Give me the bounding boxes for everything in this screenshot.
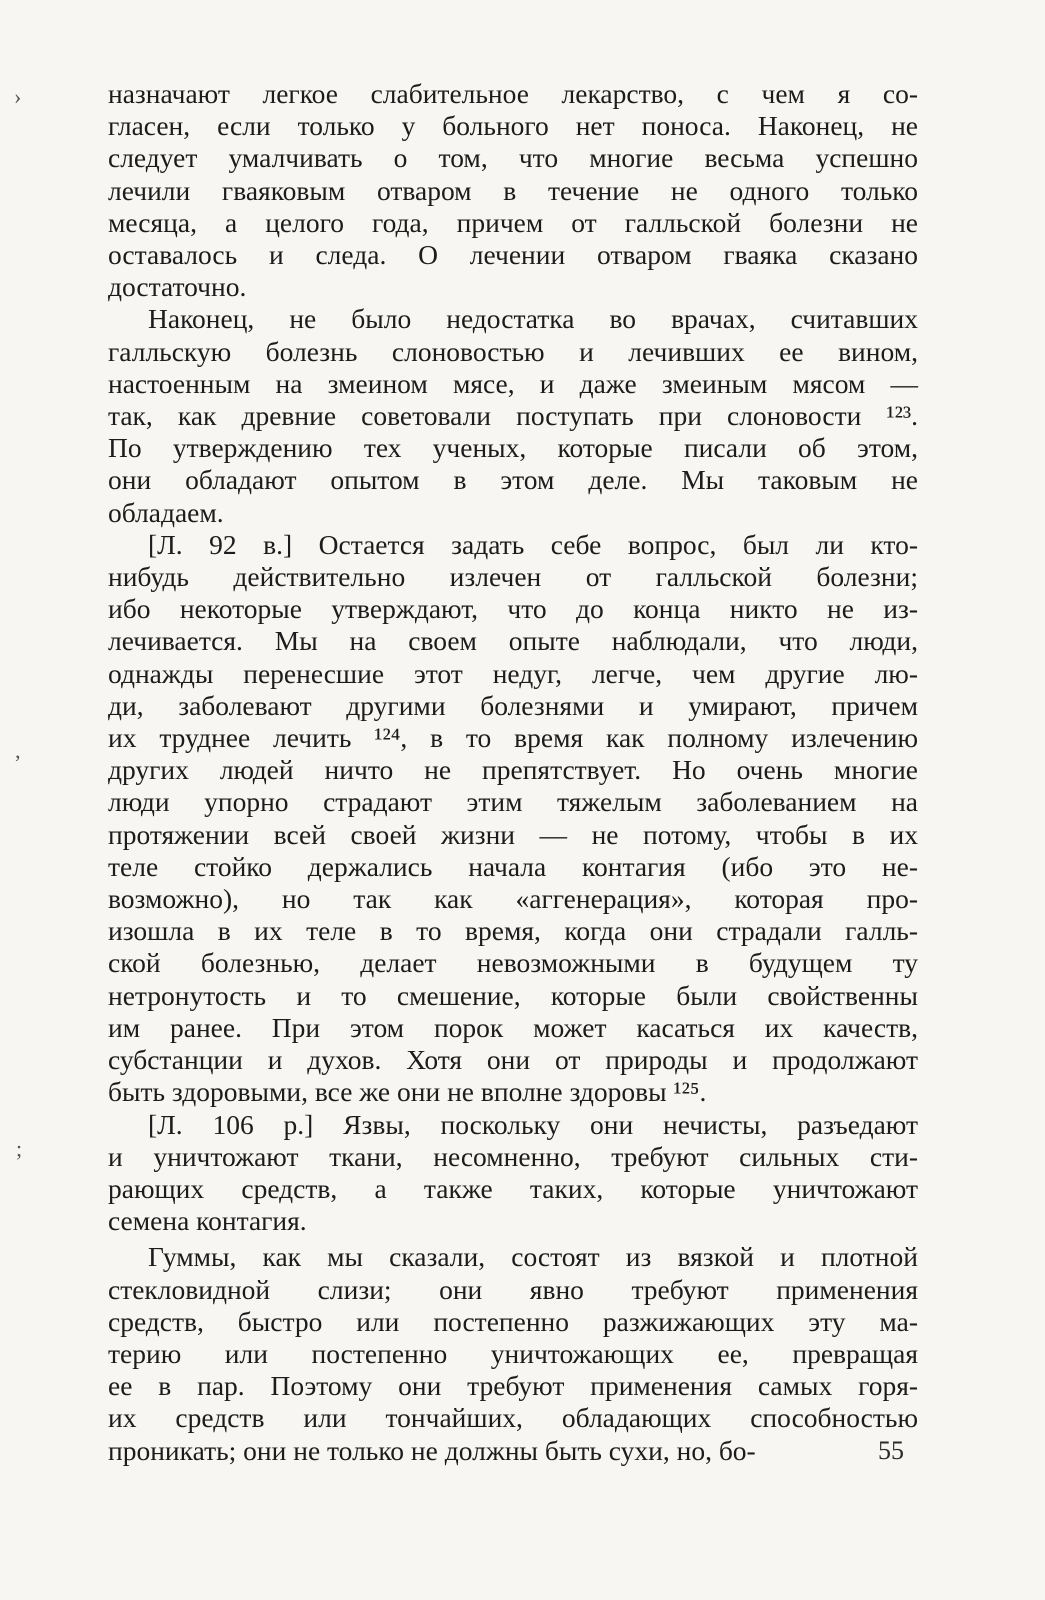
text-line: [Л. 92 в.] Остается задать себе вопрос, был ли кто- xyxy=(148,528,918,560)
paragraph xyxy=(108,1109,918,1238)
text-line: проникать; они не только не должны быть сухи, но, бо- xyxy=(108,1434,756,1466)
text-line: возможно), но так как «аггенерация», которая про- xyxy=(108,883,918,915)
text-line: гласен, если только у больного нет поноса. Наконец, не xyxy=(108,110,918,142)
text-line: и уничтожают ткани, несомненно, требуют сильных сти- xyxy=(108,1140,918,1172)
text-line: достаточно. xyxy=(108,271,247,303)
margin-mark: ; xyxy=(16,1136,23,1161)
text-line: Наконец, не было недостатка во врачах, считавших xyxy=(148,303,918,335)
text-line: теле стойко держались начала контагия (ибо это не- xyxy=(108,850,918,882)
text-line: их труднее лечить ¹²⁴, в то время как полному излечению xyxy=(108,722,918,754)
text-line: ибо некоторые утверждают, что до конца никто не из- xyxy=(108,593,918,625)
text-line: стекловидной слизи; они явно требуют применения xyxy=(108,1273,918,1305)
page-number: 55 xyxy=(878,1436,904,1465)
text-line: ее в пар. Поэтому они требуют применения самых горя- xyxy=(108,1370,918,1402)
margin-mark: › xyxy=(14,84,22,109)
text-line: следует умалчивать о том, что многие весьма успешно xyxy=(108,142,918,174)
text-line: назначают легкое слабительное лекарство, с чем я со- xyxy=(108,78,918,109)
text-line: люди упорно страдают этим тяжелым заболеванием на xyxy=(108,786,918,818)
paragraph xyxy=(108,303,918,528)
text-line: других людей ничто не препятствует. Но очень многие xyxy=(108,754,918,786)
text-line: оставалось и следа. О лечении отваром гваяка сказано xyxy=(108,239,918,271)
text-line: ди, заболевают другими болезнями и умирают, причем xyxy=(108,689,918,721)
text-line: нетронутость и то смешение, которые были свойственны xyxy=(108,979,918,1011)
paragraph xyxy=(108,78,918,303)
text-line: По утверждению тех ученых, которые писали об этом, xyxy=(108,432,918,464)
paragraph xyxy=(108,529,918,1109)
text-line: быть здоровыми, все же они не вполне здоровы ¹²⁵. xyxy=(108,1076,707,1108)
text-line: Гуммы, как мы сказали, состоят из вязкой и плотной xyxy=(148,1241,918,1273)
text-line: ской болезнью, делает невозможными в будущем ту xyxy=(108,947,918,979)
page-text xyxy=(108,78,918,1467)
text-line: семена контагия. xyxy=(108,1205,307,1237)
paragraph xyxy=(108,1241,918,1466)
text-line: их средств или тончайших, обладающих способностью xyxy=(108,1402,918,1434)
text-line: терию или постепенно уничтожающих ее, превращая xyxy=(108,1337,918,1369)
text-line: изошла в их теле в то время, когда они страдали галль- xyxy=(108,915,918,947)
text-line: протяжении всей своей жизни — не потому, чтобы в их xyxy=(108,818,918,850)
text-line: галльскую болезнь слоновостью и лечивших ее вином, xyxy=(108,335,918,367)
text-line: так, как древние советовали поступать при слоновости ¹²³. xyxy=(108,400,918,432)
text-line: нибудь действительно излечен от галльской болезни; xyxy=(108,561,918,593)
text-line: месяца, а целого года, причем от галльской болезни не xyxy=(108,206,918,238)
margin-mark: ‚ xyxy=(14,738,22,763)
text-line: им ранее. При этом порок может касаться их качеств, xyxy=(108,1011,918,1043)
text-line: субстанции и духов. Хотя они от природы и продолжают xyxy=(108,1044,918,1076)
text-line: рающих средств, а также таких, которые уничтожают xyxy=(108,1172,918,1204)
text-line: обладаем. xyxy=(108,496,224,528)
text-line: средств, быстро или постепенно разжижающих эту ма- xyxy=(108,1305,918,1337)
text-line: лечили гваяковым отваром в течение не одного только xyxy=(108,174,918,206)
text-line: лечивается. Мы на своем опыте наблюдали, что люди, xyxy=(108,625,918,657)
text-line: [Л. 106 р.] Язвы, поскольку они нечисты, разъедают xyxy=(148,1108,918,1140)
text-line: они обладают опытом в этом деле. Мы таковым не xyxy=(108,464,918,496)
text-line: настоенным на змеином мясе, и даже змеиным мясом — xyxy=(108,367,918,399)
text-line: однажды перенесшие этот недуг, легче, чем другие лю- xyxy=(108,657,918,689)
